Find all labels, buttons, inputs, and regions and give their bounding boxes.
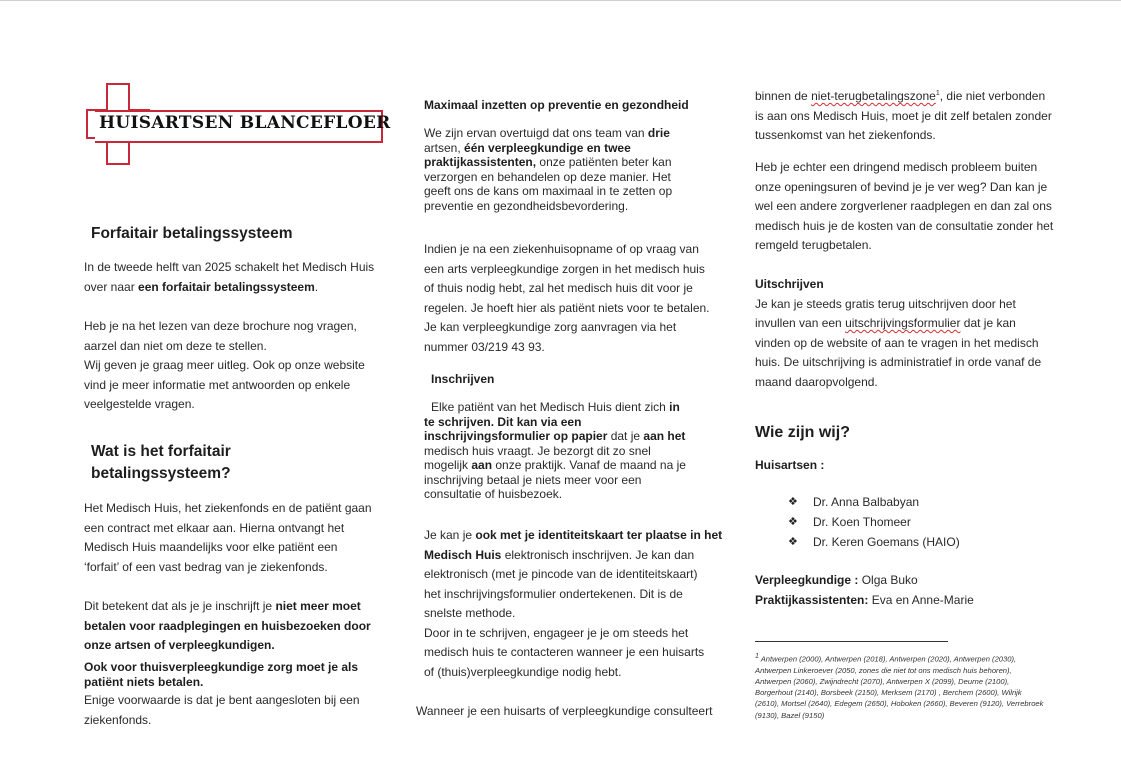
logo-text: HUISARTSEN BLANCEFLOER — [99, 113, 391, 133]
heading-preventie: Maximaal inzetten op preventie en gezondheid — [424, 98, 689, 112]
heading-inschrijven: Inschrijven — [431, 372, 495, 386]
col1-contract: Het Medisch Huis, het ziekenfonds en de patiënt gaan een contract met elkaar aan. Hierna ontvangt het Medisch Huis maandelijks voor elke patiënt een ‘forfait’ of een vast bedrag van je ziekenfonds. — [84, 501, 372, 574]
col3-uitschrijven: Uitschrijven Je kan je steeds gratis terug uitschrijven door het invullen van een uitschrijvingsformulier dat je kan vinden op de website of aan te vragen in het medisch huis. De uitschrijving is administratief in orde vanaf de maand daaropvolgend. — [755, 277, 1042, 389]
heading-huisartsen: Huisartsen : — [755, 458, 825, 472]
col1-betekent: Dit betekent dat als je je inschrijft je niet meer moet betalen voor raadplegingen en huisbezoeken door onze artsen of verpleegkundigen. — [84, 599, 371, 652]
col1-thuis: Ook voor thuisverpleegkundige zorg moet je als patiënt niets betalen. — [84, 660, 359, 689]
col1-questions: Heb je na het lezen van deze brochure nog vragen, aarzel dan niet om deze te stellen. Wij geven je graag meer uitleg. Ook op onze website vind je meer informatie met antwoorden op enkele veelgestelde vragen. — [84, 319, 365, 411]
footnote-separator — [755, 641, 948, 642]
footnote: $^1$ Antwerpen (2000), Antwerpen (2018), Antwerpen (2020), Antwerpen (2030), Antwerpen Linkeroever (2050, zones die niet tot ons medisch huis behoren), Antwerpen (2060), Zwijndrecht (2070), Antwerpen X (2099), Deurne (2100), Borgerhout (2140), Borsbeek (2150), Merksem (2170) , Berchem (2600), Wilrijk (2610), Mortsel (2640), Edegem (2650), Hoboken (2660), Beveren (9120), Verrebroek (9130), Bazel (9150) — [755, 653, 1044, 720]
link-uitschrijvingsformulier: uitschrijvingsformulier — [845, 316, 961, 330]
diamond-bullet-icon: ❖ — [788, 496, 798, 508]
diamond-bullet-icon: ❖ — [788, 516, 798, 528]
list-item: ❖ Dr. Koen Thomeer — [788, 512, 960, 532]
heading-uitschrijven: Uitschrijven — [755, 277, 824, 291]
col2-wanneer: Wanneer je een huisarts of verpleegkundige consulteert — [416, 704, 713, 718]
heading-wie-zijn-wij: Wie zijn wij? — [755, 424, 850, 441]
list-item: ❖ Dr. Anna Balbabyan — [788, 492, 960, 512]
diamond-bullet-icon: ❖ — [788, 536, 798, 548]
col3-zone: binnen de niet-terugbetalingszone$^1$, die niet verbonden is aan ons Medisch Huis, moet je dit zelf betalen zonder tussenkomst van het ziekenfonds. — [755, 89, 1052, 142]
col2-inschrijven: Elke patiënt van het Medisch Huis dient zich in te schrijven. Dit kan via een inschrijvingsformulier op papier dat je aan het medisch huis vraagt. Je bezorgt dit zo snel mogelijk aan onze praktijk. Vanaf de maand na je inschrijving betaal je niets meer voor een consultatie of huisbezoek. — [424, 400, 686, 501]
col2-ziekenhuis: Indien je na een ziekenhuisopname of op vraag van een arts verpleegkundige zorgen in het medisch huis of thuis nodig hebt, zal het medisch huis dit voor je regelen. Je hoeft hier als patiënt niets voor te betalen. Je kan verpleegkundige zorg aanvragen via het nummer 03/219 43 93. — [424, 242, 710, 354]
link-niet-terugbetalingszone: niet-terugbetalingszone — [811, 89, 936, 103]
col1-voorwaarde: Enige voorwaarde is dat je bent aangesloten bij een ziekenfonds. — [84, 693, 360, 727]
col2-team: We zijn ervan overtuigd dat ons team van drie artsen, één verpleegkundige en twee praktijkassistenten, onze patiënten beter kan verzorgen en behandelen op deze manier. Het geeft ons de kans om maximaal in te zetten op preventie en gezondheidsbevordering. — [424, 126, 673, 213]
col1-intro: In de tweede helft van 2025 schakelt het Medisch Huis over naar een forfaitair betalingssysteem. — [84, 260, 375, 294]
list-item: ❖ Dr. Keren Goemans (HAIO) — [788, 532, 960, 552]
heading-wat-is: Wat is het forfaitair betalingssysteem? — [91, 443, 231, 482]
heading-forfaitair: Forfaitair betalingssysteem — [91, 225, 293, 242]
col3-staff: Verpleegkundige : Olga Buko Praktijkassistenten: Eva en Anne-Marie — [755, 573, 974, 607]
col2-identiteitskaart: Je kan je ook met je identiteitskaart ter plaatse in het Medisch Huis elektronisch inschrijven. Je kan dan elektronisch (met je pincode van de identiteitskaart) het inschrijvingsformulier ondertekenen. Dit is de snelste methode. Door in te schrijven, engageer je je om steeds het medisch huis te contacteren wanneer je een huisarts of (thuis)verpleegkundige nodig hebt. — [424, 528, 723, 679]
top-border — [0, 0, 1121, 1]
doctor-list — [788, 492, 960, 552]
col3-dringend: Heb je echter een dringend medisch probleem buiten onze openingsuren of bevind je je ver weg? Dan kan je wel een andere zorgverlener raadplegen en dan zal ons medisch huis je de kosten van de consultatie zonder het remgeld terugbetalen. — [755, 160, 1054, 252]
